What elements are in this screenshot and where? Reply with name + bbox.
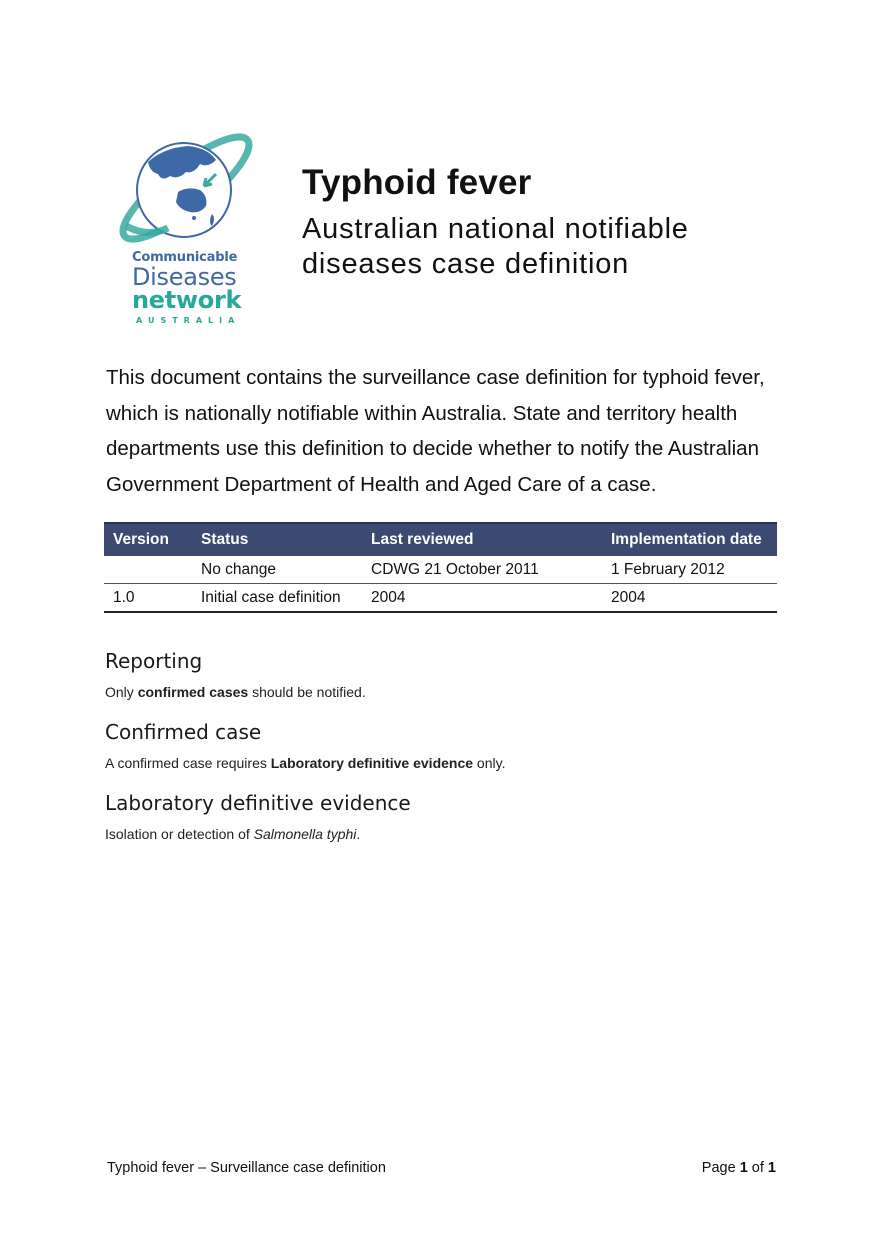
section-heading-confirmed-case: Confirmed case [105, 720, 262, 744]
section-heading-lab-evidence: Laboratory definitive evidence [105, 791, 411, 815]
cell-version: 1.0 [104, 584, 192, 613]
cdna-logo [108, 130, 258, 330]
cell-implementation-date: 1 February 2012 [602, 556, 777, 584]
logo-text-line3: network [132, 286, 242, 314]
footer-document-title: Typhoid fever – Surveillance case definition [107, 1160, 386, 1176]
logo-text-line4: AUSTRALIA [136, 316, 241, 325]
table-row [104, 584, 777, 613]
document-subtitle: Australian national notifiable diseases case definition [302, 213, 689, 280]
logo-text-line2: Diseases [132, 263, 237, 291]
footer-page-number: Page 1 of 1 [701, 1160, 776, 1176]
cell-status: Initial case definition [192, 584, 362, 613]
globe-icon [108, 130, 258, 250]
table-header-row [104, 523, 777, 556]
intro-paragraph: This document contains the surveillance case definition for typhoid fever, which is nationally notifiable within Australia. State and territory health departments use this definition to decide whether to notify the Australian Government Department of Health and Aged Care of a case. [106, 366, 765, 496]
logo-text-line1: Communicable [132, 250, 238, 265]
column-header-last-reviewed: Last reviewed [362, 523, 602, 556]
cell-status: No change [192, 556, 362, 584]
cell-implementation-date: 2004 [602, 584, 777, 613]
cell-version [104, 556, 192, 584]
table-row [104, 556, 777, 584]
column-header-status: Status [192, 523, 362, 556]
document-title: Typhoid fever [302, 163, 532, 202]
column-header-version: Version [104, 523, 192, 556]
section-heading-reporting: Reporting [105, 649, 203, 673]
version-table [104, 522, 777, 613]
section-text-confirmed-case: A confirmed case requires Laboratory definitive evidence only. [105, 755, 506, 771]
column-header-implementation-date: Implementation date [602, 523, 777, 556]
section-text-lab-evidence: Isolation or detection of Salmonella typhi. [105, 826, 361, 842]
cell-last-reviewed: CDWG 21 October 2011 [362, 556, 602, 584]
cell-last-reviewed: 2004 [362, 584, 602, 613]
section-text-reporting: Only confirmed cases should be notified. [105, 684, 366, 700]
